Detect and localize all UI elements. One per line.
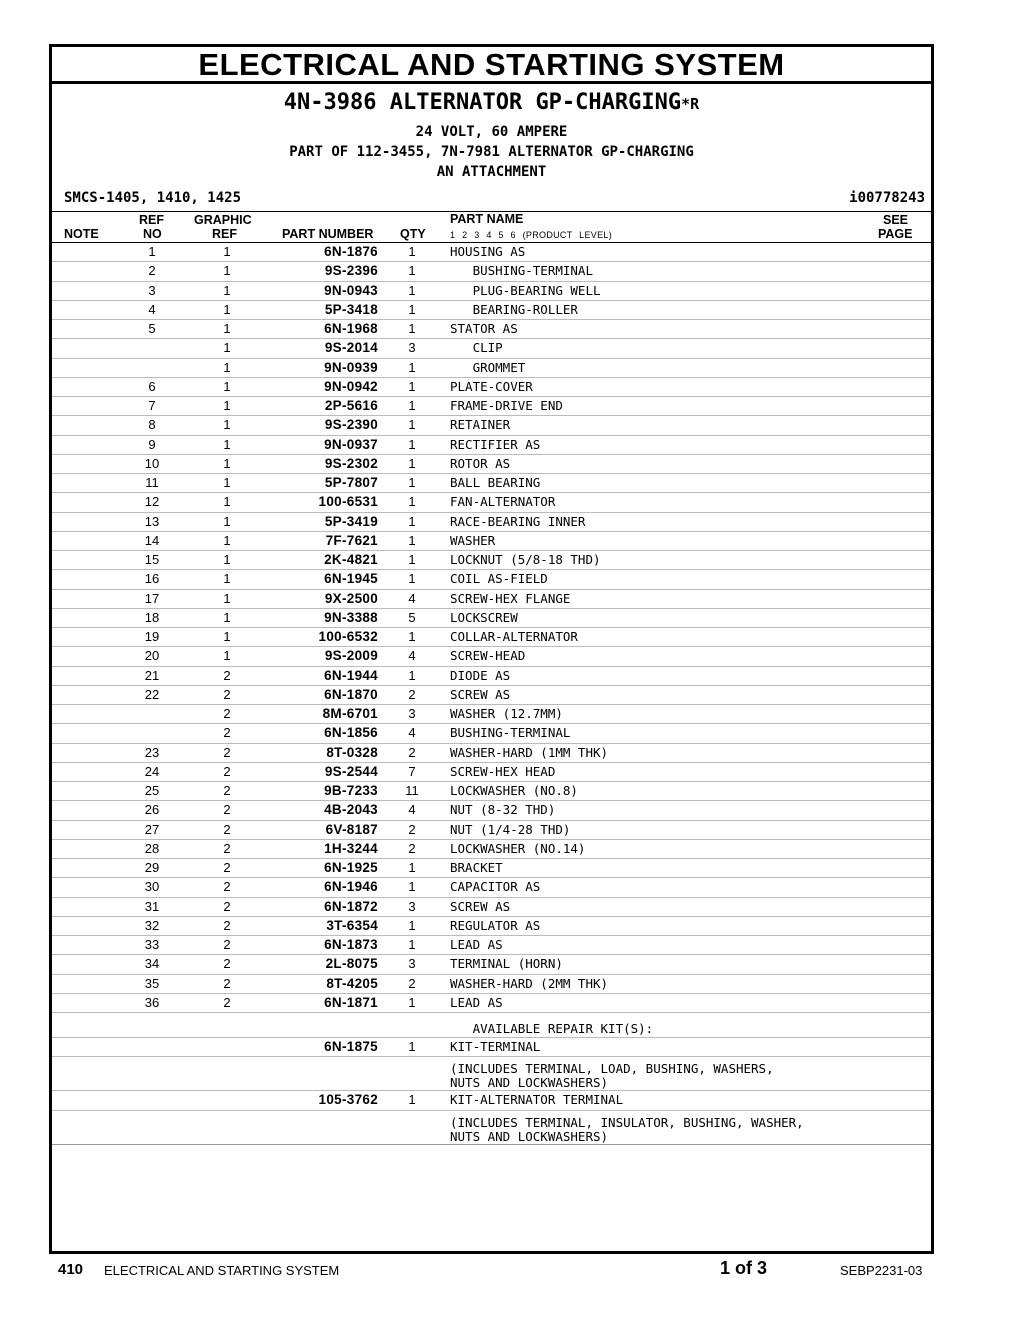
graphic-ref: 1 — [223, 590, 231, 606]
table-row — [52, 513, 931, 532]
part-name: DIODE AS — [450, 667, 511, 683]
qty: 1 — [408, 378, 416, 394]
ref-no: 19 — [144, 629, 160, 644]
table-row — [52, 840, 931, 859]
table-row — [52, 397, 931, 416]
table-row — [52, 493, 931, 512]
graphic-ref: 1 — [223, 436, 231, 452]
table-row — [52, 878, 931, 897]
table-row — [52, 744, 931, 763]
table-row — [52, 801, 931, 820]
part-title-text: 4N-3986 ALTERNATOR GP-CHARGING — [283, 90, 682, 115]
qty: 1 — [408, 263, 416, 279]
qty: 3 — [408, 956, 416, 972]
graphic-ref: 2 — [223, 667, 231, 683]
graphic-ref: 1 — [223, 532, 231, 548]
part-name: SCREW-HEX FLANGE — [450, 590, 571, 606]
part-name: GROMMET — [450, 359, 526, 375]
ref-no: 28 — [144, 840, 160, 856]
part-number: 8M-6701 — [322, 706, 378, 721]
qty: 1 — [408, 667, 416, 683]
part-number: 9N-3388 — [324, 609, 378, 625]
parts-page — [49, 44, 934, 1254]
part-name: STATOR AS — [450, 321, 518, 336]
kit-qty: 1 — [408, 1092, 416, 1108]
qty: 1 — [408, 629, 416, 644]
graphic-ref: 2 — [223, 821, 231, 837]
graphic-ref: 2 — [223, 898, 231, 914]
table-row — [52, 898, 931, 917]
part-name: BALL BEARING — [450, 475, 541, 490]
ref-no: 21 — [144, 667, 160, 683]
part-number: 6V-8187 — [325, 821, 378, 837]
page-of: 1 of 3 — [720, 1258, 768, 1278]
graphic-ref: 1 — [223, 552, 231, 567]
kit-part-number: 6N-1875 — [324, 1039, 378, 1054]
part-number: 9N-0939 — [324, 359, 378, 375]
ref-no: 16 — [144, 571, 160, 587]
qty: 4 — [408, 802, 416, 818]
part-number: 9N-0942 — [324, 378, 378, 394]
part-name: REGULATOR AS — [450, 917, 541, 933]
graphic-ref: 1 — [223, 321, 231, 336]
col-product-levels: 1 2 3 4 5 6 (PRODUCT LEVEL) — [450, 230, 612, 240]
parts-list — [52, 243, 931, 1013]
part-name: SCREW-HEX HEAD — [450, 763, 556, 779]
part-name: BUSHING-TERMINAL — [450, 725, 571, 741]
attachment-line: AN ATTACHMENT — [436, 164, 547, 180]
graphic-ref: 2 — [223, 917, 231, 933]
part-number: 6N-1946 — [324, 879, 378, 895]
ref-no: 27 — [144, 821, 160, 837]
qty: 2 — [408, 821, 416, 837]
qty: 1 — [408, 937, 416, 952]
part-number: 6N-1870 — [324, 686, 378, 702]
column-headers — [52, 212, 931, 243]
graphic-ref: 2 — [223, 860, 231, 875]
part-name: WASHER (12.7MM) — [450, 706, 563, 721]
qty: 4 — [408, 590, 416, 606]
part-number: 8T-4205 — [326, 975, 378, 991]
table-row — [52, 262, 931, 281]
part-number: 6N-1925 — [324, 860, 378, 875]
ref-no: 30 — [144, 879, 160, 895]
part-name: TERMINAL (HORN) — [450, 956, 563, 972]
part-number: 6N-1876 — [324, 244, 378, 259]
graphic-ref: 1 — [223, 263, 231, 279]
table-row — [52, 705, 931, 724]
part-number: 2K-4821 — [324, 552, 378, 567]
qty: 1 — [408, 436, 416, 452]
graphic-ref: 1 — [223, 513, 231, 529]
part-name: LEAD AS — [450, 937, 503, 952]
table-row — [52, 282, 931, 301]
graphic-ref: 2 — [223, 994, 231, 1010]
qty: 3 — [408, 706, 416, 721]
graphic-ref: 2 — [223, 879, 231, 895]
part-name: RETAINER — [450, 417, 511, 433]
part-name: CLIP — [450, 340, 503, 356]
qty: 2 — [408, 686, 416, 702]
part-number: 100-6531 — [318, 494, 378, 510]
part-number: 5P-7807 — [324, 475, 378, 490]
kit-note: (INCLUDES TERMINAL, INSULATOR, BUSHING, WASHER, NUTS AND LOCKWASHERS) — [450, 1114, 804, 1144]
qty: 1 — [408, 475, 416, 490]
table-row — [52, 917, 931, 936]
table-row — [52, 320, 931, 339]
qty: 1 — [408, 917, 416, 933]
part-name: ROTOR AS — [450, 455, 511, 471]
part-name: LOCKWASHER (NO.8) — [450, 783, 578, 798]
ref-no: 18 — [144, 609, 160, 625]
ref-no: 26 — [144, 802, 160, 818]
ref-no: 34 — [144, 956, 160, 972]
ref-no: 10 — [144, 455, 160, 471]
qty: 2 — [408, 744, 416, 760]
graphic-ref: 1 — [223, 571, 231, 587]
col-graphic-top: GRAPHIC — [194, 213, 252, 227]
col-qty: QTY — [400, 227, 426, 241]
graphic-ref: 2 — [223, 686, 231, 702]
part-name: SCREW AS — [450, 686, 511, 702]
table-row — [52, 339, 931, 358]
qty: 2 — [408, 975, 416, 991]
qty: 1 — [408, 552, 416, 567]
part-name: FAN-ALTERNATOR — [450, 494, 556, 510]
part-number: 6N-1945 — [324, 571, 378, 587]
repair-kit-heading-row — [52, 1013, 931, 1038]
ref-no: 23 — [144, 744, 160, 760]
part-name: BUSHING-TERMINAL — [450, 263, 593, 279]
part-number: 9S-2396 — [324, 263, 378, 279]
qty: 11 — [405, 783, 419, 798]
qty: 1 — [408, 571, 416, 587]
repair-kit-heading: AVAILABLE REPAIR KIT(S): — [450, 1021, 654, 1036]
qty: 3 — [408, 340, 416, 356]
part-number: 9S-2390 — [324, 417, 378, 433]
qty: 1 — [408, 860, 416, 875]
qty: 1 — [408, 513, 416, 529]
part-name: SCREW AS — [450, 898, 511, 914]
table-row — [52, 628, 931, 647]
part-name: PLUG-BEARING WELL — [450, 282, 601, 298]
qty: 1 — [408, 244, 416, 259]
part-number: 9N-0943 — [324, 282, 378, 298]
graphic-ref: 1 — [223, 340, 231, 356]
graphic-ref: 1 — [223, 244, 231, 259]
col-see-top: SEE — [883, 213, 909, 227]
smcs-codes: SMCS-1405, 1410, 1425 — [64, 190, 242, 206]
col-part-name: PART NAME — [450, 212, 524, 226]
table-row — [52, 416, 931, 435]
ref-no: 8 — [148, 417, 156, 433]
col-ref-bottom: NO — [143, 227, 162, 241]
part-title-suffix: *R — [681, 95, 700, 113]
graphic-ref: 2 — [223, 956, 231, 972]
table-row — [52, 378, 931, 397]
col-part-number: PART NUMBER — [282, 227, 374, 241]
graphic-ref: 2 — [223, 763, 231, 779]
table-row — [52, 570, 931, 589]
col-graphic-bottom: REF — [212, 227, 237, 241]
kit-qty: 1 — [408, 1039, 416, 1054]
graphic-ref: 2 — [223, 975, 231, 991]
part-number: 5P-3419 — [324, 513, 378, 529]
kit-row — [52, 1038, 931, 1057]
table-row — [52, 243, 931, 262]
part-number: 6N-1944 — [324, 667, 378, 683]
table-row — [52, 936, 931, 955]
part-name: WASHER — [450, 532, 496, 548]
table-row — [52, 955, 931, 974]
ref-no: 35 — [144, 975, 160, 991]
qty: 4 — [408, 725, 416, 741]
graphic-ref: 1 — [223, 359, 231, 375]
table-row — [52, 609, 931, 628]
part-number: 6N-1856 — [324, 725, 378, 741]
part-name: LOCKSCREW — [450, 609, 518, 625]
qty: 1 — [408, 532, 416, 548]
part-name: BRACKET — [450, 860, 503, 875]
ref-no: 17 — [144, 590, 160, 606]
graphic-ref: 1 — [223, 648, 231, 664]
ref-no: 3 — [148, 282, 156, 298]
part-number: 2P-5616 — [324, 398, 378, 413]
qty: 1 — [408, 321, 416, 336]
qty: 2 — [408, 840, 416, 856]
ref-no: 36 — [144, 994, 160, 1010]
kit-note: (INCLUDES TERMINAL, LOAD, BUSHING, WASHERS, NUTS AND LOCKWASHERS) — [450, 1061, 774, 1091]
qty: 7 — [408, 763, 416, 779]
part-name: WASHER-HARD (1MM THK) — [450, 744, 609, 760]
part-name: FRAME-DRIVE END — [450, 398, 563, 413]
ref-no: 20 — [144, 648, 160, 664]
table-row — [52, 821, 931, 840]
part-number: 5P-3418 — [324, 301, 378, 317]
part-number: 1H-3244 — [324, 840, 378, 856]
table-row — [52, 667, 931, 686]
qty: 1 — [408, 494, 416, 510]
part-number: 9S-2544 — [324, 763, 378, 779]
part-name: NUT (1/4-28 THD) — [450, 821, 571, 837]
ref-no: 4 — [148, 301, 156, 317]
ref-no: 12 — [144, 494, 160, 510]
graphic-ref: 1 — [223, 398, 231, 413]
graphic-ref: 2 — [223, 744, 231, 760]
part-number: 100-6532 — [318, 629, 378, 644]
col-note: NOTE — [64, 227, 99, 241]
col-ref-top: REF — [139, 213, 164, 227]
part-name: NUT (8-32 THD) — [450, 802, 556, 818]
qty: 1 — [408, 398, 416, 413]
graphic-ref: 1 — [223, 609, 231, 625]
qty: 5 — [408, 609, 416, 625]
part-name: COIL AS-FIELD — [450, 571, 548, 587]
kit-part-number: 105-3762 — [318, 1092, 378, 1108]
table-row — [52, 686, 931, 705]
group-header — [52, 84, 931, 212]
kit-name: KIT-TERMINAL — [450, 1039, 541, 1054]
page-number: 410 — [58, 1261, 84, 1278]
table-row — [52, 782, 931, 801]
part-name: HOUSING AS — [450, 244, 526, 259]
ref-no: 2 — [148, 263, 156, 279]
part-number: 8T-0328 — [326, 744, 378, 760]
ref-no: 24 — [144, 763, 160, 779]
part-number: 6N-1873 — [324, 937, 378, 952]
graphic-ref: 2 — [223, 802, 231, 818]
graphic-ref: 1 — [223, 455, 231, 471]
qty: 3 — [408, 898, 416, 914]
qty: 1 — [408, 301, 416, 317]
kit-note-row — [52, 1111, 931, 1145]
part-name: CAPACITOR AS — [450, 879, 541, 895]
qty: 1 — [408, 879, 416, 895]
qty: 1 — [408, 417, 416, 433]
ref-no: 32 — [144, 917, 160, 933]
graphic-ref: 1 — [223, 629, 231, 644]
part-number: 6N-1872 — [324, 898, 378, 914]
col-see-bottom: PAGE — [878, 227, 913, 241]
section-title: ELECTRICAL AND STARTING SYSTEM — [52, 47, 931, 84]
ref-no: 9 — [148, 436, 156, 452]
graphic-ref: 2 — [223, 706, 231, 721]
ref-no: 6 — [148, 378, 156, 394]
graphic-ref: 2 — [223, 840, 231, 856]
graphic-ref: 1 — [223, 282, 231, 298]
kit-name: KIT-ALTERNATOR TERMINAL — [450, 1092, 624, 1108]
graphic-ref: 2 — [223, 783, 231, 798]
graphic-ref: 2 — [223, 937, 231, 952]
ref-no: 11 — [145, 475, 159, 490]
spec-line: 24 VOLT, 60 AMPERE — [415, 124, 568, 140]
table-row — [52, 763, 931, 782]
table-row — [52, 724, 931, 743]
ref-no: 22 — [144, 686, 160, 702]
page-footer — [0, 1258, 1020, 1282]
part-number: 9B-7233 — [324, 783, 378, 798]
qty: 4 — [408, 648, 416, 664]
table-row — [52, 647, 931, 666]
ref-no: 29 — [144, 860, 160, 875]
ref-no: 7 — [148, 398, 156, 413]
part-number: 9X-2500 — [324, 590, 378, 606]
graphic-ref: 1 — [223, 475, 231, 490]
part-number: 3T-6354 — [326, 917, 378, 933]
qty: 1 — [408, 359, 416, 375]
ref-no: 31 — [144, 898, 160, 914]
table-row — [52, 436, 931, 455]
part-number: 9S-2009 — [324, 648, 378, 664]
part-name: PLATE-COVER — [450, 378, 533, 394]
ref-no: 5 — [148, 321, 156, 336]
table-row — [52, 455, 931, 474]
document-id: SEBP2231-03 — [840, 1263, 923, 1278]
kit-note-row — [52, 1057, 931, 1091]
part-number: 6N-1968 — [324, 321, 378, 336]
part-name: WASHER-HARD (2MM THK) — [450, 975, 609, 991]
kit-row — [52, 1091, 931, 1110]
table-row — [52, 532, 931, 551]
ref-no: 25 — [144, 783, 160, 798]
part-name: LOCKWASHER (NO.14) — [450, 840, 586, 856]
illustration-id: i00778243 — [849, 190, 925, 206]
graphic-ref: 1 — [223, 417, 231, 433]
part-number: 2L-8075 — [325, 956, 378, 972]
part-name: COLLAR-ALTERNATOR — [450, 629, 578, 644]
ref-no: 15 — [144, 552, 160, 567]
part-name: LEAD AS — [450, 994, 503, 1010]
part-of-line: PART OF 112-3455, 7N-7981 ALTERNATOR GP-CHARGING — [289, 144, 694, 160]
table-row — [52, 551, 931, 570]
qty: 1 — [408, 282, 416, 298]
ref-no: 1 — [148, 244, 156, 259]
part-name: LOCKNUT (5/8-18 THD) — [450, 552, 601, 567]
ref-no: 14 — [144, 532, 160, 548]
table-row — [52, 474, 931, 493]
table-row — [52, 590, 931, 609]
table-row — [52, 994, 931, 1013]
graphic-ref: 1 — [223, 378, 231, 394]
part-number: 7F-7621 — [325, 532, 378, 548]
ref-no: 33 — [144, 937, 160, 952]
part-number: 9S-2014 — [324, 340, 378, 356]
part-title — [52, 90, 931, 115]
graphic-ref: 2 — [223, 725, 231, 741]
footer-section: ELECTRICAL AND STARTING SYSTEM — [104, 1263, 340, 1278]
part-name: BEARING-ROLLER — [450, 301, 578, 317]
table-row — [52, 975, 931, 994]
part-name: RACE-BEARING INNER — [450, 513, 586, 529]
part-number: 6N-1871 — [324, 994, 378, 1010]
part-number: 4B-2043 — [324, 802, 378, 818]
ref-no: 13 — [144, 513, 160, 529]
table-row — [52, 859, 931, 878]
part-number: 9N-0937 — [324, 436, 378, 452]
table-row — [52, 359, 931, 378]
part-number: 9S-2302 — [324, 455, 378, 471]
table-row — [52, 301, 931, 320]
part-name: RECTIFIER AS — [450, 436, 541, 452]
qty: 1 — [408, 994, 416, 1010]
graphic-ref: 1 — [223, 494, 231, 510]
graphic-ref: 1 — [223, 301, 231, 317]
part-name: SCREW-HEAD — [450, 648, 526, 664]
qty: 1 — [408, 455, 416, 471]
